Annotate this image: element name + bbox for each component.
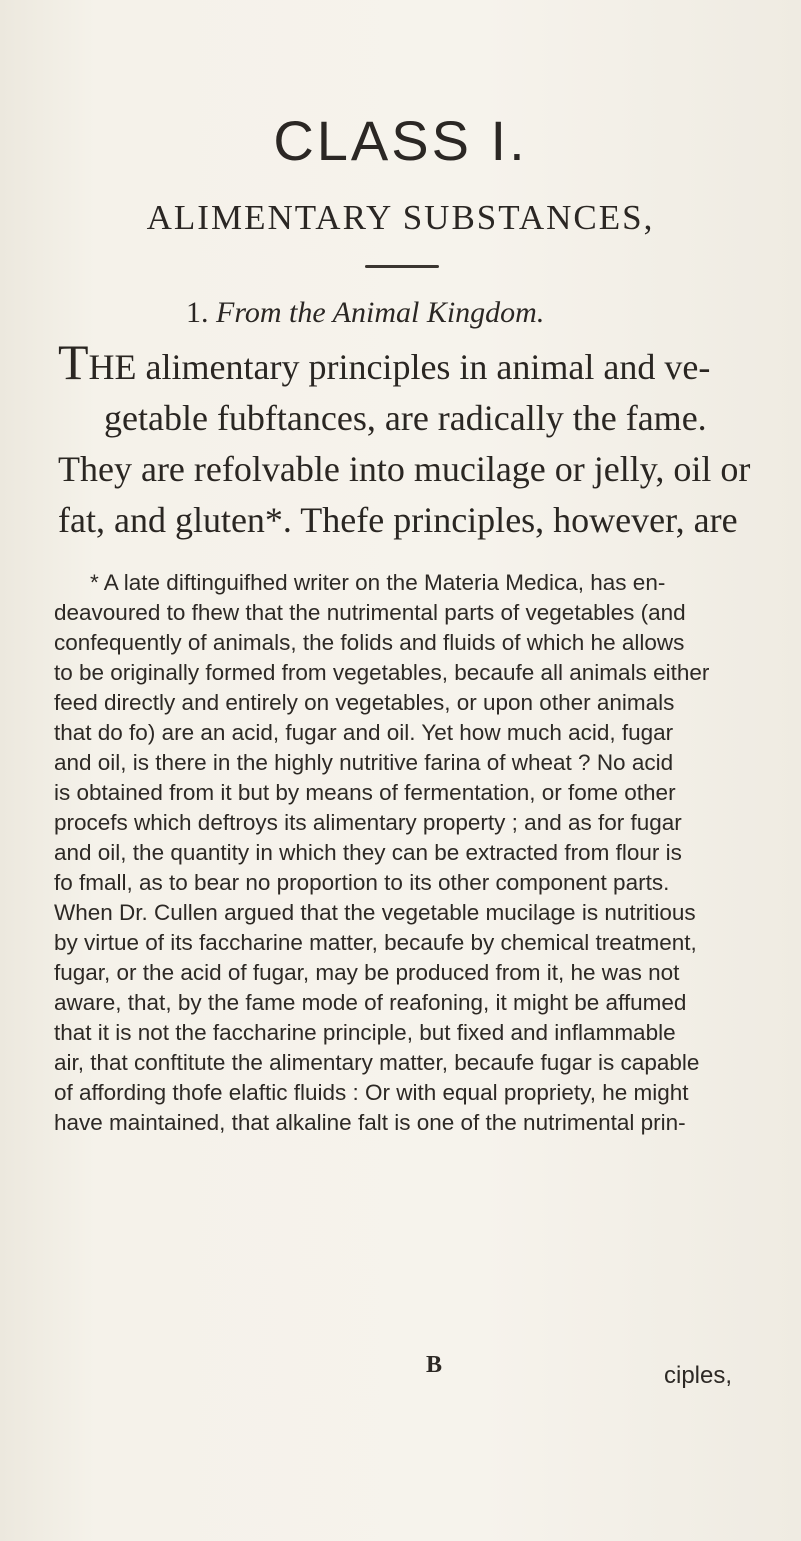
body-line-text: getable fubftances, are radically the fame. — [104, 398, 707, 438]
body-line — [58, 334, 780, 393]
footnote-line: and oil, the quantity in which they can be extracted from flour is — [54, 840, 682, 865]
footnote-line: When Dr. Cullen argued that the vegetable mucilage is nutritious — [54, 900, 696, 925]
footnote-line: feed directly and entirely on vegetables, or upon other animals — [54, 690, 675, 715]
body-line-text: HE alimentary principles in animal and ve- — [88, 347, 711, 387]
body-line: fat, and gluten*. Thefe principles, however, are — [58, 500, 738, 540]
footnote-line: of affording thofe elaftic fluids : Or with equal propriety, he might — [54, 1080, 689, 1105]
footnote-line: aware, that, by the fame mode of reafoning, it might be affumed — [54, 990, 687, 1015]
footnote-line: that it is not the faccharine principle, but fixed and inflammable — [54, 1020, 676, 1045]
body-line — [58, 393, 780, 444]
footnote-line — [54, 568, 784, 598]
subheading — [186, 296, 544, 330]
subheading-text: From the Animal Kingdom. — [216, 296, 545, 329]
subheading-number: 1. — [186, 296, 209, 329]
section-title: ALIMENTARY SUBSTANCES, — [146, 198, 655, 237]
signature-mark: B — [426, 1352, 443, 1378]
footnote — [54, 568, 784, 1138]
footnote-line: fugar, or the acid of fugar, may be produced from it, he was not — [54, 960, 680, 985]
body-line: They are refolvable into mucilage or jelly, oil or — [58, 449, 751, 489]
footnote-line: have maintained, that alkaline falt is one of the nutrimental prin- — [54, 1110, 686, 1135]
footnote-line: that do fo) are an acid, fugar and oil. Yet how much acid, fugar — [54, 720, 674, 745]
footnote-line: and oil, is there in the highly nutritive farina of wheat ? No acid — [54, 750, 674, 775]
footnote-line: by virtue of its faccharine matter, becaufe by chemical treatment, — [54, 930, 697, 955]
footnote-line: confequently of animals, the folids and fluids of which he allows — [54, 630, 685, 655]
footnote-line: is obtained from it but by means of fermentation, or fome other — [54, 780, 676, 805]
footnote-line-text: * A late diftinguifhed writer on the Materia Medica, has en- — [90, 570, 666, 595]
class-title: CLASS I. — [273, 109, 528, 172]
footnote-line: deavoured to fhew that the nutrimental parts of vegetables (and — [54, 600, 686, 625]
footnote-line: procefs which deftroys its alimentary property ; and as for fugar — [54, 810, 682, 835]
ornamental-rule — [365, 265, 439, 268]
body-paragraph — [58, 334, 780, 546]
footnote-line: to be originally formed from vegetables, becaufe all animals either — [54, 660, 710, 685]
footnote-line: fo fmall, as to bear no proportion to its other component parts. — [54, 870, 670, 895]
catchword: ciples, — [664, 1362, 733, 1389]
drop-cap: T — [58, 334, 89, 390]
footnote-line: air, that conftitute the alimentary matter, becaufe fugar is capable — [54, 1050, 700, 1075]
